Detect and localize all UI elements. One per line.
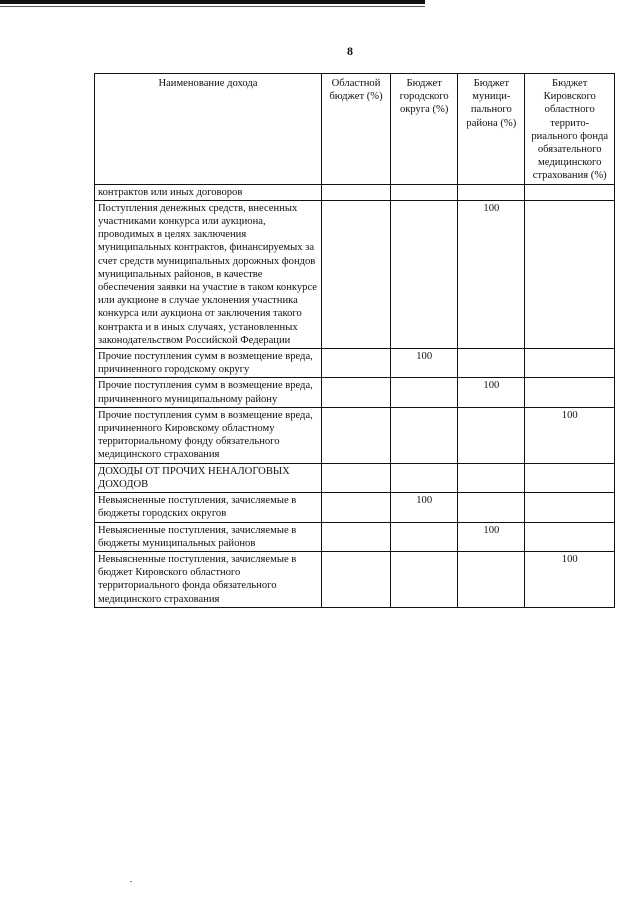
- row-value-city: [391, 184, 458, 200]
- row-value-regional: [321, 407, 390, 463]
- header-revenue-name: Наименование дохода: [95, 74, 322, 185]
- row-value-municipal: [458, 551, 525, 607]
- row-value-regional: [321, 551, 390, 607]
- row-value-city: [391, 463, 458, 492]
- row-value-municipal: [458, 349, 525, 378]
- row-value-municipal: [458, 463, 525, 492]
- row-name: Поступления денежных средств, внесенных участниками конкурса или аукциона, проводимых в целях заключения муниципальных контрактов, финансируемых за счет средств муниципальных дорожных фондов муниципальных районов, в качестве обеспечения заявки на участие в таком конкурсе или аукционе в случае уклонения участника конкурса или аукциона от заключения такого контракта и в иных случаях, установленных законодательством Российской Федерации: [95, 200, 322, 348]
- table-row: [95, 184, 615, 200]
- row-value-city: [391, 200, 458, 348]
- table-row: [95, 493, 615, 522]
- header-municipal-district-budget: Бюджет муници-пального района (%): [458, 74, 525, 185]
- row-value-fund: [525, 200, 615, 348]
- row-value-municipal: 100: [458, 522, 525, 551]
- row-value-regional: [321, 522, 390, 551]
- table-row: [95, 200, 615, 348]
- page-number: 8: [347, 44, 353, 58]
- row-value-city: [391, 407, 458, 463]
- top-rule: [0, 0, 425, 4]
- row-value-regional: [321, 463, 390, 492]
- row-name: Невыясненные поступления, зачисляемые в бюджеты городских округов: [95, 493, 322, 522]
- row-value-fund: [525, 522, 615, 551]
- row-value-city: [391, 522, 458, 551]
- table-row: [95, 407, 615, 463]
- row-value-fund: [525, 493, 615, 522]
- row-value-municipal: 100: [458, 378, 525, 407]
- row-value-city: 100: [391, 493, 458, 522]
- row-name: Прочие поступления сумм в возмещение вреда, причиненного Кировскому областному территориальному фонду обязательного медицинского страхования: [95, 407, 322, 463]
- header-health-insurance-fund-budget: Бюджет Кировского областного террито-риального фонда обязательного медицинского страхования (%): [525, 74, 615, 185]
- row-name: контрактов или иных договоров: [95, 184, 322, 200]
- row-name: Невыясненные поступления, зачисляемые в бюджет Кировского областного территориального фонда обязательного медицинского страхования: [95, 551, 322, 607]
- row-name: Прочие поступления сумм в возмещение вреда, причиненного городскому округу: [95, 349, 322, 378]
- row-value-city: 100: [391, 349, 458, 378]
- header-city-district-budget: Бюджет городского округа (%): [391, 74, 458, 185]
- scan-speck: [130, 881, 132, 882]
- row-value-regional: [321, 200, 390, 348]
- row-value-city: [391, 378, 458, 407]
- table-row: [95, 463, 615, 492]
- row-value-regional: [321, 184, 390, 200]
- table-row: [95, 551, 615, 607]
- row-value-fund: [525, 463, 615, 492]
- row-value-municipal: [458, 184, 525, 200]
- table-row: [95, 378, 615, 407]
- row-name: Прочие поступления сумм в возмещение вреда, причиненного муниципальному району: [95, 378, 322, 407]
- row-name: ДОХОДЫ ОТ ПРОЧИХ НЕНАЛОГОВЫХ ДОХОДОВ: [95, 463, 322, 492]
- table-header-row: [95, 74, 615, 185]
- row-value-city: [391, 551, 458, 607]
- row-name: Невыясненные поступления, зачисляемые в бюджеты муниципальных районов: [95, 522, 322, 551]
- row-value-regional: [321, 349, 390, 378]
- top-rule-thin: [0, 6, 425, 7]
- row-value-municipal: [458, 407, 525, 463]
- row-value-fund: [525, 349, 615, 378]
- table-row: [95, 349, 615, 378]
- header-regional-budget: Областной бюджет (%): [321, 74, 390, 185]
- row-value-municipal: [458, 493, 525, 522]
- row-value-regional: [321, 493, 390, 522]
- row-value-fund: [525, 378, 615, 407]
- row-value-fund: 100: [525, 551, 615, 607]
- row-value-municipal: 100: [458, 200, 525, 348]
- revenue-distribution-table: [94, 73, 615, 608]
- row-value-regional: [321, 378, 390, 407]
- row-value-fund: [525, 184, 615, 200]
- row-value-fund: 100: [525, 407, 615, 463]
- table-row: [95, 522, 615, 551]
